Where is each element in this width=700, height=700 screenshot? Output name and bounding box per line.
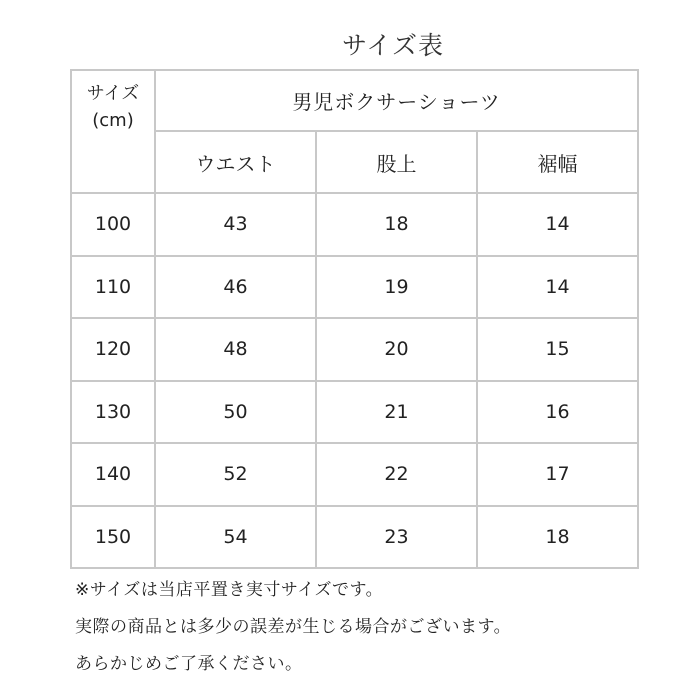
page-title: サイズ表 (341, 31, 444, 60)
rise-cell: 21 (316, 381, 477, 444)
column-header-waist: ウエスト (155, 131, 316, 193)
waist-cell: 54 (155, 506, 316, 569)
waist-cell: 52 (155, 443, 316, 506)
rise-cell: 19 (316, 256, 477, 319)
hem-cell: 14 (477, 256, 638, 319)
hem-cell: 17 (477, 443, 638, 506)
waist-cell: 50 (155, 381, 316, 444)
size-cell: 150 (71, 506, 155, 569)
column-header-hem: 裾幅 (477, 131, 638, 193)
table-row (71, 381, 638, 444)
size-cell: 130 (71, 381, 155, 444)
hem-cell: 14 (477, 193, 638, 256)
waist-cell: 43 (155, 193, 316, 256)
size-cell: 140 (71, 443, 155, 506)
note-line: ※サイズは当店平置き実寸サイズです。 (75, 580, 384, 600)
header-row-columns (71, 131, 638, 193)
table-row (71, 443, 638, 506)
table-row (71, 256, 638, 319)
rise-cell: 22 (316, 443, 477, 506)
waist-cell: 46 (155, 256, 316, 319)
size-cell: 100 (71, 193, 155, 256)
rise-cell: 18 (316, 193, 477, 256)
size-cell: 120 (71, 318, 155, 381)
note-line: あらかじめご了承ください。 (75, 654, 303, 674)
hem-cell: 15 (477, 318, 638, 381)
size-corner-cell (71, 70, 155, 193)
rise-cell: 23 (316, 506, 477, 569)
size-cell: 110 (71, 256, 155, 319)
table-row (71, 193, 638, 256)
size-table (70, 69, 639, 569)
product-name-header: 男児ボクサーショーツ (155, 70, 638, 131)
hem-cell: 18 (477, 506, 638, 569)
rise-cell: 20 (316, 318, 477, 381)
notes-block (75, 572, 511, 683)
waist-cell: 48 (155, 318, 316, 381)
column-header-rise: 股上 (316, 131, 477, 193)
table-row (71, 318, 638, 381)
hem-cell: 16 (477, 381, 638, 444)
unit-label: (cm) (92, 109, 134, 131)
table-row (71, 506, 638, 569)
header-row-product (71, 70, 638, 131)
size-header-label: サイズ (86, 83, 140, 105)
note-line: 実際の商品とは多少の誤差が生じる場合がございます。 (75, 617, 512, 637)
